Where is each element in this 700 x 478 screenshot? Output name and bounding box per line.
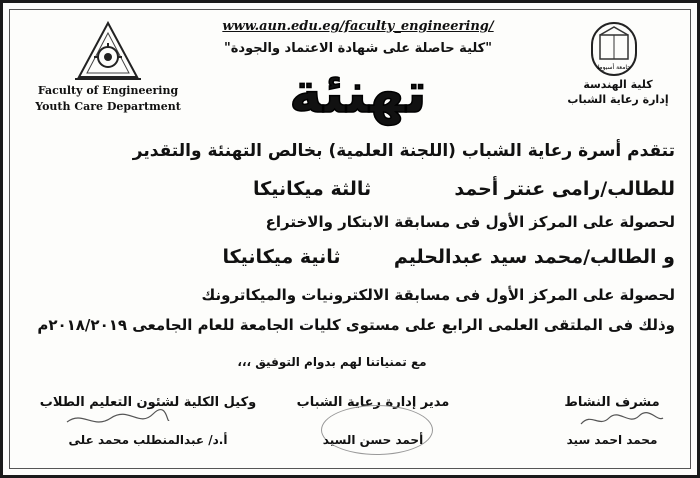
faculty-english-name: Faculty of Engineering xyxy=(37,84,179,97)
faculty-english-caption xyxy=(23,83,193,115)
seal-text: جامعة أسيوط xyxy=(597,64,631,71)
signature-name-supervisor: محمد احمد سيد xyxy=(566,433,658,447)
faculty-arabic-caption xyxy=(558,77,678,107)
signature-title-supervisor: مشرف النشاط xyxy=(564,395,660,410)
vice-dean-signature-icon xyxy=(63,408,173,432)
signature-title-vice-dean: وكيل الكلية لشئون التعليم الطلاب xyxy=(39,395,257,410)
student2-name: و الطالب/محمد سيد عبدالحليم xyxy=(393,246,675,268)
signature-name-director: أحمد حسن السيد xyxy=(322,433,424,447)
student2-line xyxy=(15,246,675,268)
signature-title-director: مدير إدارة رعاية الشباب xyxy=(296,395,450,410)
achievement2-text: لحصولة على المركز الأول فى مسابقة الالكترونيات والميكاترونك xyxy=(201,286,675,304)
website-url: www.aun.edu.eg/faculty_engineering/ xyxy=(222,19,494,34)
supervisor-signature-icon xyxy=(577,408,667,432)
official-stamp-icon xyxy=(321,405,433,455)
student1-line xyxy=(15,178,675,200)
page-title: تهنئة xyxy=(289,61,427,126)
event-text: وذلك فى الملتقى العلمى الرابع على مستوى كليات الجامعة للعام الجامعى ٢٠١٨/٢٠١٩م xyxy=(37,316,675,334)
wishes-text: مع تمنياتنا لهم بدوام التوفيق ،،، xyxy=(237,355,427,369)
student1-year: ثالثة ميكانيكا xyxy=(253,178,372,200)
faculty-arabic-name: كلية الهندسة xyxy=(583,78,653,91)
youth-care-arabic-name: إدارة رعاية الشباب xyxy=(567,93,669,106)
accreditation-text: "كلية حاصلة على شهادة الاعتماد والجودة" xyxy=(223,41,493,56)
signature-name-vice-dean: أ.د/ عبدالمنطلب محمد على xyxy=(68,433,228,447)
university-seal-icon xyxy=(588,21,640,77)
faculty-engineering-logo-icon xyxy=(73,21,143,83)
student1-name: للطالب/رامى عنتر أحمد xyxy=(454,178,675,200)
youth-care-english-name: Youth Care Department xyxy=(35,100,181,113)
achievement1-text: لحصولة على المركز الأول فى مسابقة الابتكار والاختراع xyxy=(265,213,675,231)
student2-year: ثانية ميكانيكا xyxy=(222,246,341,268)
intro-text: تتقدم أسرة رعاية الشباب (اللجنة العلمية) بخالص التهنئة والتقدير xyxy=(132,141,675,161)
